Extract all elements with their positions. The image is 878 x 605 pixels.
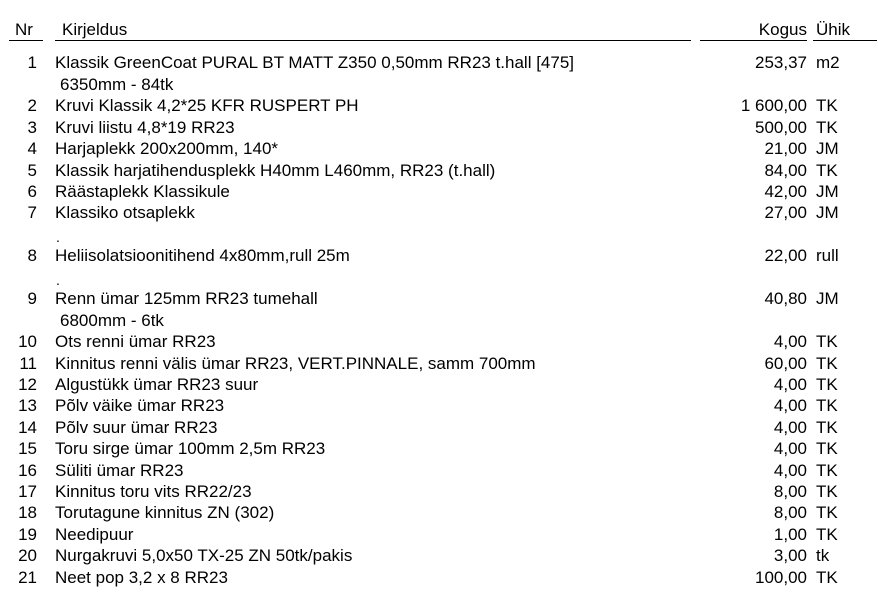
item-subline: 6800mm - 6tk [60,311,164,330]
item-description: Algustükk ümar RR23 suur [55,375,259,394]
item-quantity: 500,00 [755,118,807,137]
item-description: Needipuur [55,525,134,544]
item-quantity: 4,00 [773,461,807,480]
table-row [0,331,878,352]
item-dot-mark: . [56,272,60,288]
item-quantity: 4,00 [773,375,807,394]
item-unit: m2 [816,53,840,72]
item-description: Kinnitus toru vits RR22/23 [55,482,252,501]
row-number: 3 [27,118,37,137]
item-unit: JM [816,182,839,201]
item-quantity: 4,00 [773,396,807,415]
item-description: Nurgakruvi 5,0x50 TX-25 ZN 50tk/pakis [55,546,353,565]
item-unit: JM [816,139,839,158]
table-row [0,95,878,116]
item-quantity: 8,00 [773,503,807,522]
row-number: 2 [27,96,37,115]
item-quantity: 253,37 [755,53,807,72]
item-description: Klassik GreenCoat PURAL BT MATT Z350 0,50mm RR23 t.hall [475] [55,53,575,72]
item-description: Kinnitus renni välis ümar RR23, VERT.PINNALE, samm 700mm [55,354,536,373]
item-unit: TK [816,375,838,394]
row-number: 7 [27,203,37,222]
table-row [0,481,878,502]
table-row [0,202,878,223]
header-underline-quantity [700,40,807,41]
item-description: Klassiko otsaplekk [55,203,195,222]
table-row [0,245,878,266]
header-underline-unit [813,40,877,41]
table-row [0,181,878,202]
item-quantity: 4,00 [773,439,807,458]
row-number: 9 [27,289,37,308]
row-number: 4 [27,139,37,158]
header-description: Kirjeldus [62,20,128,39]
table-row [0,460,878,481]
item-unit: TK [816,96,838,115]
item-description: Neet pop 3,2 x 8 RR23 [55,568,228,587]
item-quantity: 8,00 [773,482,807,501]
item-unit: tk [816,546,830,565]
item-quantity: 84,00 [764,161,807,180]
item-description: Klassik harjatihendusplekk H40mm L460mm, RR23 (t.hall) [55,161,496,180]
row-number: 10 [18,332,37,351]
item-quantity: 40,80 [764,289,807,308]
row-number: 17 [18,482,37,501]
item-quantity: 60,00 [764,354,807,373]
table-row [0,117,878,138]
item-description: Kruvi liistu 4,8*19 RR23 [55,118,235,137]
item-unit: TK [816,461,838,480]
table-row [0,567,878,588]
item-unit: TK [816,503,838,522]
item-quantity: 4,00 [773,418,807,437]
row-number: 15 [18,439,37,458]
row-number: 20 [18,546,37,565]
item-quantity: 21,00 [764,139,807,158]
item-unit: TK [816,118,838,137]
item-unit: TK [816,332,838,351]
table-row [0,545,878,566]
item-quantity: 27,00 [764,203,807,222]
row-number: 1 [27,53,37,72]
row-number: 13 [18,396,37,415]
table-row [0,524,878,545]
item-unit: TK [816,525,838,544]
header-quantity: Kogus [758,20,807,39]
row-number: 14 [18,418,37,437]
row-number: 18 [18,503,37,522]
item-quantity: 3,00 [773,546,807,565]
item-unit: JM [816,203,839,222]
item-description: Süliti ümar RR23 [55,461,184,480]
item-quantity: 1,00 [773,525,807,544]
header-unit: Ühik [816,20,851,39]
header-underline-nr [9,40,43,41]
item-unit: TK [816,161,838,180]
item-quantity: 100,00 [755,568,807,587]
row-number: 19 [18,525,37,544]
table-row [0,395,878,416]
item-description: Heliisolatsioonitihend 4x80mm,rull 25m [55,246,350,265]
table-row [0,52,878,73]
item-unit: TK [816,418,838,437]
row-number: 8 [27,246,37,265]
item-unit: JM [816,289,839,308]
table-row [0,160,878,181]
item-description: Kruvi Klassik 4,2*25 KFR RUSPERT PH [55,96,359,115]
header-nr: Nr [15,20,33,39]
item-unit: TK [816,354,838,373]
table-row [0,417,878,438]
row-number: 21 [18,568,37,587]
item-subline: 6350mm - 84tk [60,75,174,94]
item-description: Renn ümar 125mm RR23 tumehall [55,289,318,308]
item-unit: TK [816,396,838,415]
item-quantity: 42,00 [764,182,807,201]
item-quantity: 4,00 [773,332,807,351]
item-description: Toru sirge ümar 100mm 2,5m RR23 [55,439,326,458]
row-number: 11 [19,354,37,373]
table-row [0,438,878,459]
row-number: 6 [27,182,37,201]
table-row [0,353,878,374]
table-row [0,502,878,523]
item-description: Torutagune kinnitus ZN (302) [55,503,275,522]
item-quantity: 1 600,00 [740,96,807,115]
item-unit: TK [816,439,838,458]
item-unit: rull [816,246,839,265]
item-unit: TK [816,482,838,501]
row-number: 16 [18,461,37,480]
item-description: Põlv väike ümar RR23 [55,396,225,415]
table-row [0,288,878,309]
row-number: 5 [27,161,37,180]
item-description: Ots renni ümar RR23 [55,332,216,351]
table-row [0,374,878,395]
item-unit: TK [816,568,838,587]
item-description: Räästaplekk Klassikule [55,182,230,201]
item-description: Põlv suur ümar RR23 [55,418,218,437]
item-description: Harjaplekk 200x200mm, 140* [55,139,279,158]
row-number: 12 [18,375,37,394]
header-underline-description [55,40,691,41]
item-dot-mark: . [56,229,60,245]
table-row [0,138,878,159]
item-quantity: 22,00 [764,246,807,265]
